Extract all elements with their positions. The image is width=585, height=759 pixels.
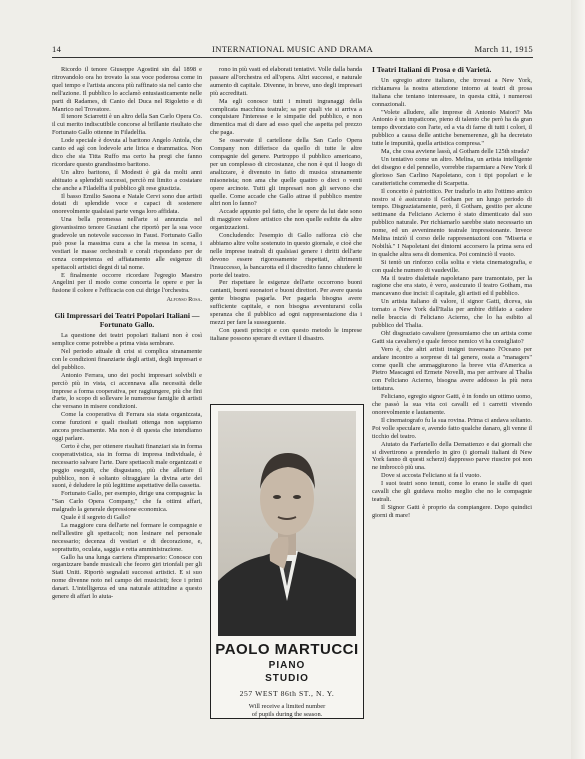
issue-date: March 11, 1915 [474, 44, 533, 54]
paragraph: Lode speciale è dovuta al baritono Angelo Antola, che canto ed agì con lodevole arte lirica e drammatica. Non dico che sia Titta Ruffo ma certo ha pregi che fanno ricordare questo grandissimo baritono. [52, 137, 202, 168]
article-heading: Gli Impressari dei Teatri Popolari Italiani — Fortunato Gallo. [54, 311, 200, 330]
paragraph: Un tentativo come un altro. Melina, un artista intelligente dei disegno e del pennello, vorrebbe risparmiare a New York il glorioso San Carlino Napoletano, con i tipi popolari e le caratteristiche commedie di Scarpetta. [372, 155, 532, 187]
header-rule [52, 57, 533, 58]
ad-note-line: Will receive a limited number [248, 703, 326, 710]
paragraph: Un artista italiano di valore, il signor Gatti, diceva, sia tornato a New York dall'Italia per ambire difilato a cadere nelle braccia di Feliciano Acierno, che lo ha esibito al pubblico del Thalia. [372, 298, 532, 329]
paragraph: Antonio Ferrara, uno dei pochi impresari solvibili e perciò più in vista, ci accennava alla necessità delle imprese a forma cooperativa, per raggiungere, più che fini d'arte, lo scopo di sollevare le numerose famiglie di artisti che versano in misere condizioni. [52, 371, 202, 411]
paragraph: Il basso Emilio Sasona e Natale Cervi sono due artisti dotati di splendide voce e capaci di sostenere onorevolmente qualsiasi parte venga loro affidata. [52, 192, 202, 216]
column-right [372, 66, 532, 520]
paragraph: Per rispettare le esigenze dell'arte occorrono buoni cantanti, buoni suonatori e buoni direttori. Per avere questa gente bisogna pagarla. Per pagarla bisogna avere sufficiente capitale, e non bisogna avventurarsi colla speranza che il pubblico ad ogni rappresentazione dia i mezzi per fare la susseguente. [210, 279, 362, 326]
paragraph: Gallo ha una lunga carriera d'impresario: Conosce con organizzare bande musicali che fecero giri trionfali per gli Stati Uniti. Riportò segnalati successi artistici. E si suo nome divenne noto nel campo dei musicisti; fece i primi danari. L'intelligenza ed una naturale attitudine a questo genere di affari lo aiuta- [52, 553, 202, 601]
paragraph: Si tentò un rinforzo colla solita e vieta cinematografia, e con qualche numero di vaudeville. [372, 258, 532, 274]
paragraph: Accade appunto pel fatto, che le opere da lui date sono di maggiore valore artistico che non quelle esibite da altre organizzazioni. [210, 208, 362, 232]
paragraph: Ricordo il tenore Giuseppe Agostini sin dal 1898 e ritrovandolo ora ho trovato la sua voce poderosa come in quel tempo e l'artista ancora più raffinato sia nel canto che nell'azione. Il pubblico lo acclamò entusiasticamente nelle parti di Radames, di Canio del Duca nel Rigoletto e di Manrico nel Trovatore. [52, 66, 202, 113]
portrait-photo [218, 411, 356, 636]
ad-name: PAOLO MARTUCCI [215, 641, 359, 658]
ad-address: 257 WEST 86th ST., N. Y. [239, 689, 335, 698]
paragraph: Certo è che, per ottenere risultati finanziari sia in forma cooperativistica, sia in forma di impresa individuale, è necessario salvare l'arte. Dare spettacoli male organizzati e peggio eseguiti, che disgustano, più che allettare il pubblico, non è soltanto oltraggiare la divina arte dei suoni, è deludere le più legittime aspettative della cassetta. [52, 442, 202, 490]
paragraph: Il Signor Gatti è proprio da compiangere. Dopo quindici giorni di mare! [372, 503, 532, 519]
paragraph: Un egregio attore italiano, che trovasi a New York, richiamava la nostra attenzione intorno ai teatri di prosa italiana che tentano interessare, in questa città, i numerosi connazionali. [372, 76, 532, 108]
ad-line-studio: STUDIO [265, 673, 309, 684]
paragraph: Dove si accosta Feliciano si fa il vuoto. [381, 472, 482, 480]
paragraph: Con questi principi e con questo metodo le imprese italiane possono sperare di evitare il disastro. [210, 326, 362, 342]
paragraph: Una bella promessa nell'arte si annunzia nel giovanissimo tenore Graziani che riportò per la sua voce gradevole un notevole successo in Faust. Fortunato Gallo può pose la massima cura a che la messa in scena, i vestiari le masse orchestrali e corali rispondano per de cenza competenza ed affiatamento alle esigenze di spettacoli artistici degni di tal nome. [52, 216, 202, 271]
paragraph: La questione dei teatri popolari italiani non è così semplice come potrebbe a prima vista sembrare. [52, 332, 202, 348]
paragraph: Ma il teatro dialettale napoletano pare tramontato, per la ragione che era stato, è vero, assicurato il teatro Gotham, ma mancavano due incisi: il capitale, gli artisti ed il pubblico. [372, 274, 532, 298]
paragraph: Vero è, che altri artisti insigni traversano l'Oceano per andare incontro a sorprese di tal genere, ossia a "managers" come quelli che ammaggiurono la breve vita d'America a Pietro Mascagni ed Ermete Novelli, ma per arrivare al Thalia con Feliciano Acierno, bisogna avere addosso la più nera iettatura. [372, 345, 532, 393]
column-left [52, 66, 202, 601]
paragraph: "Volete alludere, alle imprese di Antonio Maiori? Ma Antonio è un impaticone, pieno di talento che però ha da gran tempo divorziato con l'arte, ed a via di farne di tutti i colori, il pubblico a causa delle antiche benemerenze, gli ha decretato tutte le impunità, quella artistica compresa." [372, 108, 532, 148]
paragraph: E finalmente occorre ricordare l'egregio Maestro Angelini per il modo come concerta le opere e per la fusione il colore e l'efficacia con cui dirige l'orchestra. [52, 271, 202, 295]
ad-line-piano: PIANO [268, 660, 306, 671]
paragraph: Un altro baritono, il Modesti è già da molti anni abituato a splendidi successi, perciò mi limito a costatare che anche a Filadelfia il pubblico gli rese giustizia. [52, 168, 202, 192]
article-signature: Alfonso Rosa. [166, 296, 202, 304]
column-middle [210, 66, 362, 343]
paragraph: rono in più vasti ed elaborati tentativi. Volle dalla banda passare all'orchestra ed all'opera. Altri successi, e naturale aumento di capitale. Divenne, in breve, uno degli impresari più accreditati. [210, 66, 362, 97]
publication-title: INTERNATIONAL MUSIC AND DRAMA [212, 44, 373, 54]
article-heading: I Teatri Italiani di Prosa e di Varietà. [372, 65, 492, 74]
paragraph: Nel periodo attuale di crisi si complica stranamente con le condizioni finanziarie degli artisti, degli impresari e del pubblico. [52, 348, 202, 371]
paragraph: Fortunato Gallo, per esempio, dirige una compagnia: la "San Carlo Opera Company," che fa ottimi affari, malgrado la generale depressione economica. [52, 490, 202, 514]
paragraph: Ma, che cosa avviene lassù, al Gotham delle 125th strada? [381, 148, 530, 156]
paragraph: Aiutato da Farfariello della Dematienzo e dai giornali che si divertirono a prenderlo in giro (i giornali italiani di New York fanno di questi scherzi) dappresso parve riuscire poi non ne imbroccò più una. [372, 440, 532, 472]
page-header [52, 44, 533, 56]
paragraph: Il concetto è patriottico. Per tradurlo in atto l'ottimo amico nostro si è assicurato il Gotham per un lungo periodo di tempo. Disgraziatamente, però, il Gotham, gestito per alcune settimane da Feliciano Acierno è stato dimenticato dal suo pubblico naturale. Per richiamarlo sarebbe stato necessario un nome, ed un avvenimento teatrale impressionante. Invece Melina iniziò il corso delle rappresentazioni con "Miseria e Nobiltà." I Napoletani dei dintorni accorsero la prima sera ed in qualche altra sera di domenica. Poi cominciò il vuoto. [372, 187, 532, 258]
portrait-illustration [218, 411, 356, 636]
paragraph: Il cinematografo fu la sua rovina. Prima ci andava soltanto. Poi volle speculare e, avendo fatto qualche danaro, gli venne il ticchio del teatro. [372, 416, 532, 440]
paragraph: Feliciano, egregio signor Gatti, è in fondo un ottimo uomo, che passò la sua vita coi cavalli ed i carretti vivendo onorevolmente e lautamente. [372, 393, 532, 416]
paragraph: Come la cooperativa di Ferrara sia stata organizzata, come funzioni e quali risultati ottenga non sappiamo ancora precisamente. Ma non è di questa che intendiamo oggi parlare. [52, 411, 202, 442]
ad-note-line: of pupils during the season. [251, 710, 323, 718]
advertisement [210, 404, 364, 719]
paragraph: Ma egli conosce tutti i minuti ingranaggi della complicata macchina teatrale; sa per quali vie si arriva a conquistare l'interesse e le simpatie del pubblico, e non dimentica mai di dare ad esso quel che aspetta pel prezzo che paga. [210, 97, 362, 137]
adjacent-page-edge [571, 0, 585, 759]
paragraph: Se osservate il cartellone della San Carlo Opera Company non differisce da quello di tutte le altre compagnie del genere. Purtroppo il pubblico americano, per un complesso di circostanze, che non è qui il luogo di analizzare, è divenuto in fatto di musica stranamente misoneista; non ama che quelle quattro o dieci o venti opere arcinote. Tutti gli impresari non gli servono che quelle. Come accade che Gallo attrae il pubblico mentre altri non lo fanno? [210, 137, 362, 208]
page-number: 14 [52, 44, 62, 54]
paragraph: Concludendo: l'esempio di Gallo rafforza ciò che abbiamo altre volte sostenuto in questo giornale, e cioè che nelle imprese teatrali di qualsiasi genere i diritti dell'arte devono essere rigorosamente rispettati, altrimenti l'insuccesso, la bancarotta ed il discredito fanno chiudere le porte del teatro. [210, 232, 362, 279]
paragraph: Quale è il segreto di Gallo? [61, 514, 131, 522]
paragraph: I suoi teatri sono tenuti, come lo erano le stalle di quei cavalli che gli guidava molto meglio che no le compagnie teatrali. [372, 480, 532, 503]
paragraph: La maggiore cura dell'arte nel formare le compagnie e nell'allestire gli spettacoli; non lesinare nel personale necessario; decenza di vestiari e di decorazione, e, soprattutto, oculata, saggia e retta amministrazione. [52, 521, 202, 553]
paragraph: Il tenore Sciarretti è un altro della San Carlo Opera Co. il cui merito indiscutibile concorse al brillante risultato che Fortunato Gallo ottenne in Filadelfia. [52, 113, 202, 137]
paragraph: Oh! disgraziato cavaliere (presumiamo che un artista come Gatti sia cavaliere) e quale feroce nemico vi ha consigliato? [372, 329, 532, 345]
ad-note [211, 703, 363, 718]
